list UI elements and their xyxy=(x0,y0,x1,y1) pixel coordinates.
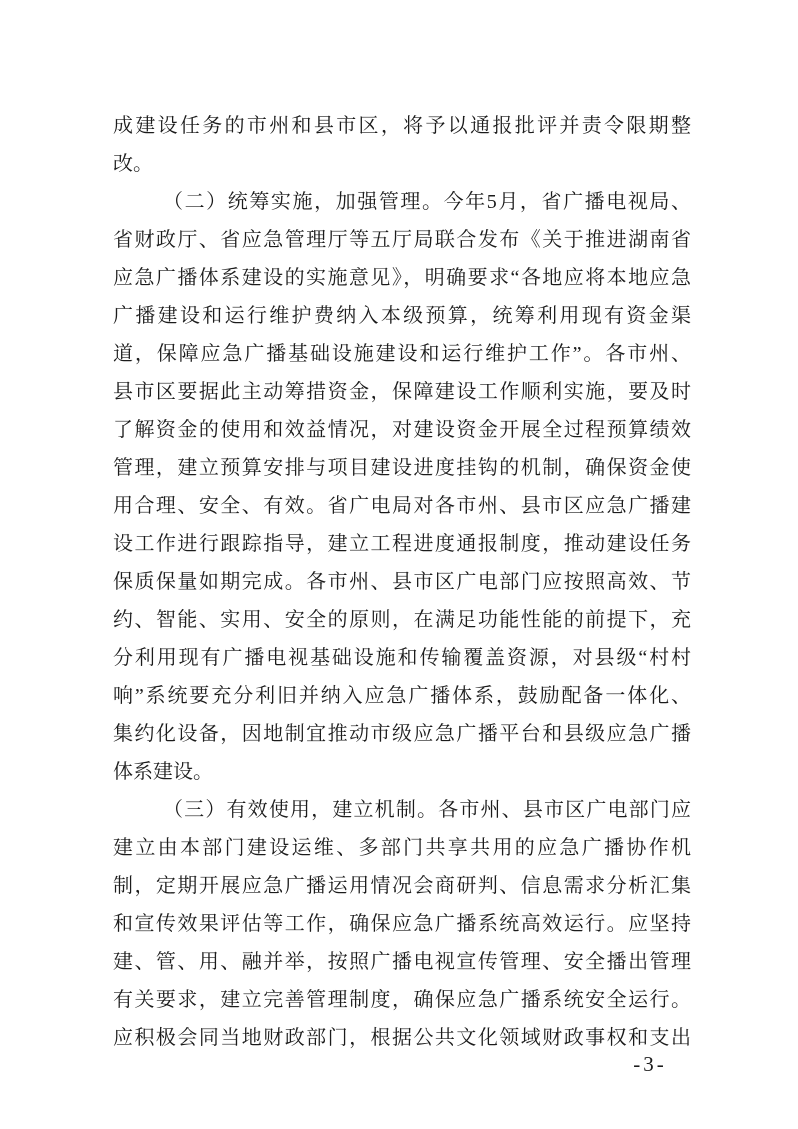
text-line: 设工作进行跟踪指导，建立工程进度通报制度，推动建设任务 xyxy=(113,533,691,555)
text-line: 成建设任务的市州和县市区，将予以通报批评并责令限期整 xyxy=(113,115,691,137)
text-line: 广播建设和运行维护费纳入本级预算，统筹利用现有资金渠 xyxy=(113,305,691,327)
page-number: -3- xyxy=(633,1052,667,1076)
text-line: 省财政厅、省应急管理厅等五厅局联合发布《关于推进湖南省 xyxy=(113,229,691,251)
text-line: 应积极会同当地财政部门，根据公共文化领域财政事权和支出 xyxy=(113,1027,691,1049)
text-line: 改。 xyxy=(113,153,153,175)
text-line: 保质保量如期完成。各市州、县市区广电部门应按照高效、节 xyxy=(113,571,691,593)
text-line: 体系建设。 xyxy=(113,761,213,783)
text-line: 建立由本部门建设运维、多部门共享共用的应急广播协作机 xyxy=(113,837,691,859)
text-line: （二）统筹实施，加强管理。今年5月，省广播电视局、 xyxy=(163,191,691,213)
text-line: （三）有效使用，建立机制。各市州、县市区广电部门应 xyxy=(163,799,691,821)
text-line: 县市区要据此主动筹措资金，保障建设工作顺利实施，要及时 xyxy=(113,381,691,403)
text-line: 用合理、安全、有效。省广电局对各市州、县市区应急广播建 xyxy=(113,495,691,517)
text-line: 分利用现有广播电视基础设施和传输覆盖资源，对县级“村村 xyxy=(113,647,691,669)
text-line: 建、管、用、融并举，按照广播电视宣传管理、安全播出管理 xyxy=(113,951,691,973)
text-line: 了解资金的使用和效益情况，对建设资金开展全过程预算绩效 xyxy=(113,419,691,441)
text-line: 和宣传效果评估等工作，确保应急广播系统高效运行。应坚持 xyxy=(113,913,691,935)
text-line: 有关要求，建立完善管理制度，确保应急广播系统安全运行。 xyxy=(113,989,691,1011)
body-text xyxy=(113,107,691,1057)
text-line: 约、智能、实用、安全的原则，在满足功能性能的前提下，充 xyxy=(113,609,691,631)
text-line: 管理，建立预算安排与项目建设进度挂钩的机制，确保资金使 xyxy=(113,457,691,479)
text-line: 制，定期开展应急广播运用情况会商研判、信息需求分析汇集 xyxy=(113,875,691,897)
text-line: 集约化设备，因地制宜推动市级应急广播平台和县级应急广播 xyxy=(113,723,691,745)
text-line: 响”系统要充分利旧并纳入应急广播体系，鼓励配备一体化、 xyxy=(113,685,691,707)
text-line: 应急广播体系建设的实施意见》，明确要求“各地应将本地应急 xyxy=(113,267,691,289)
text-line: 道，保障应急广播基础设施建设和运行维护工作”。各市州、 xyxy=(113,343,691,365)
